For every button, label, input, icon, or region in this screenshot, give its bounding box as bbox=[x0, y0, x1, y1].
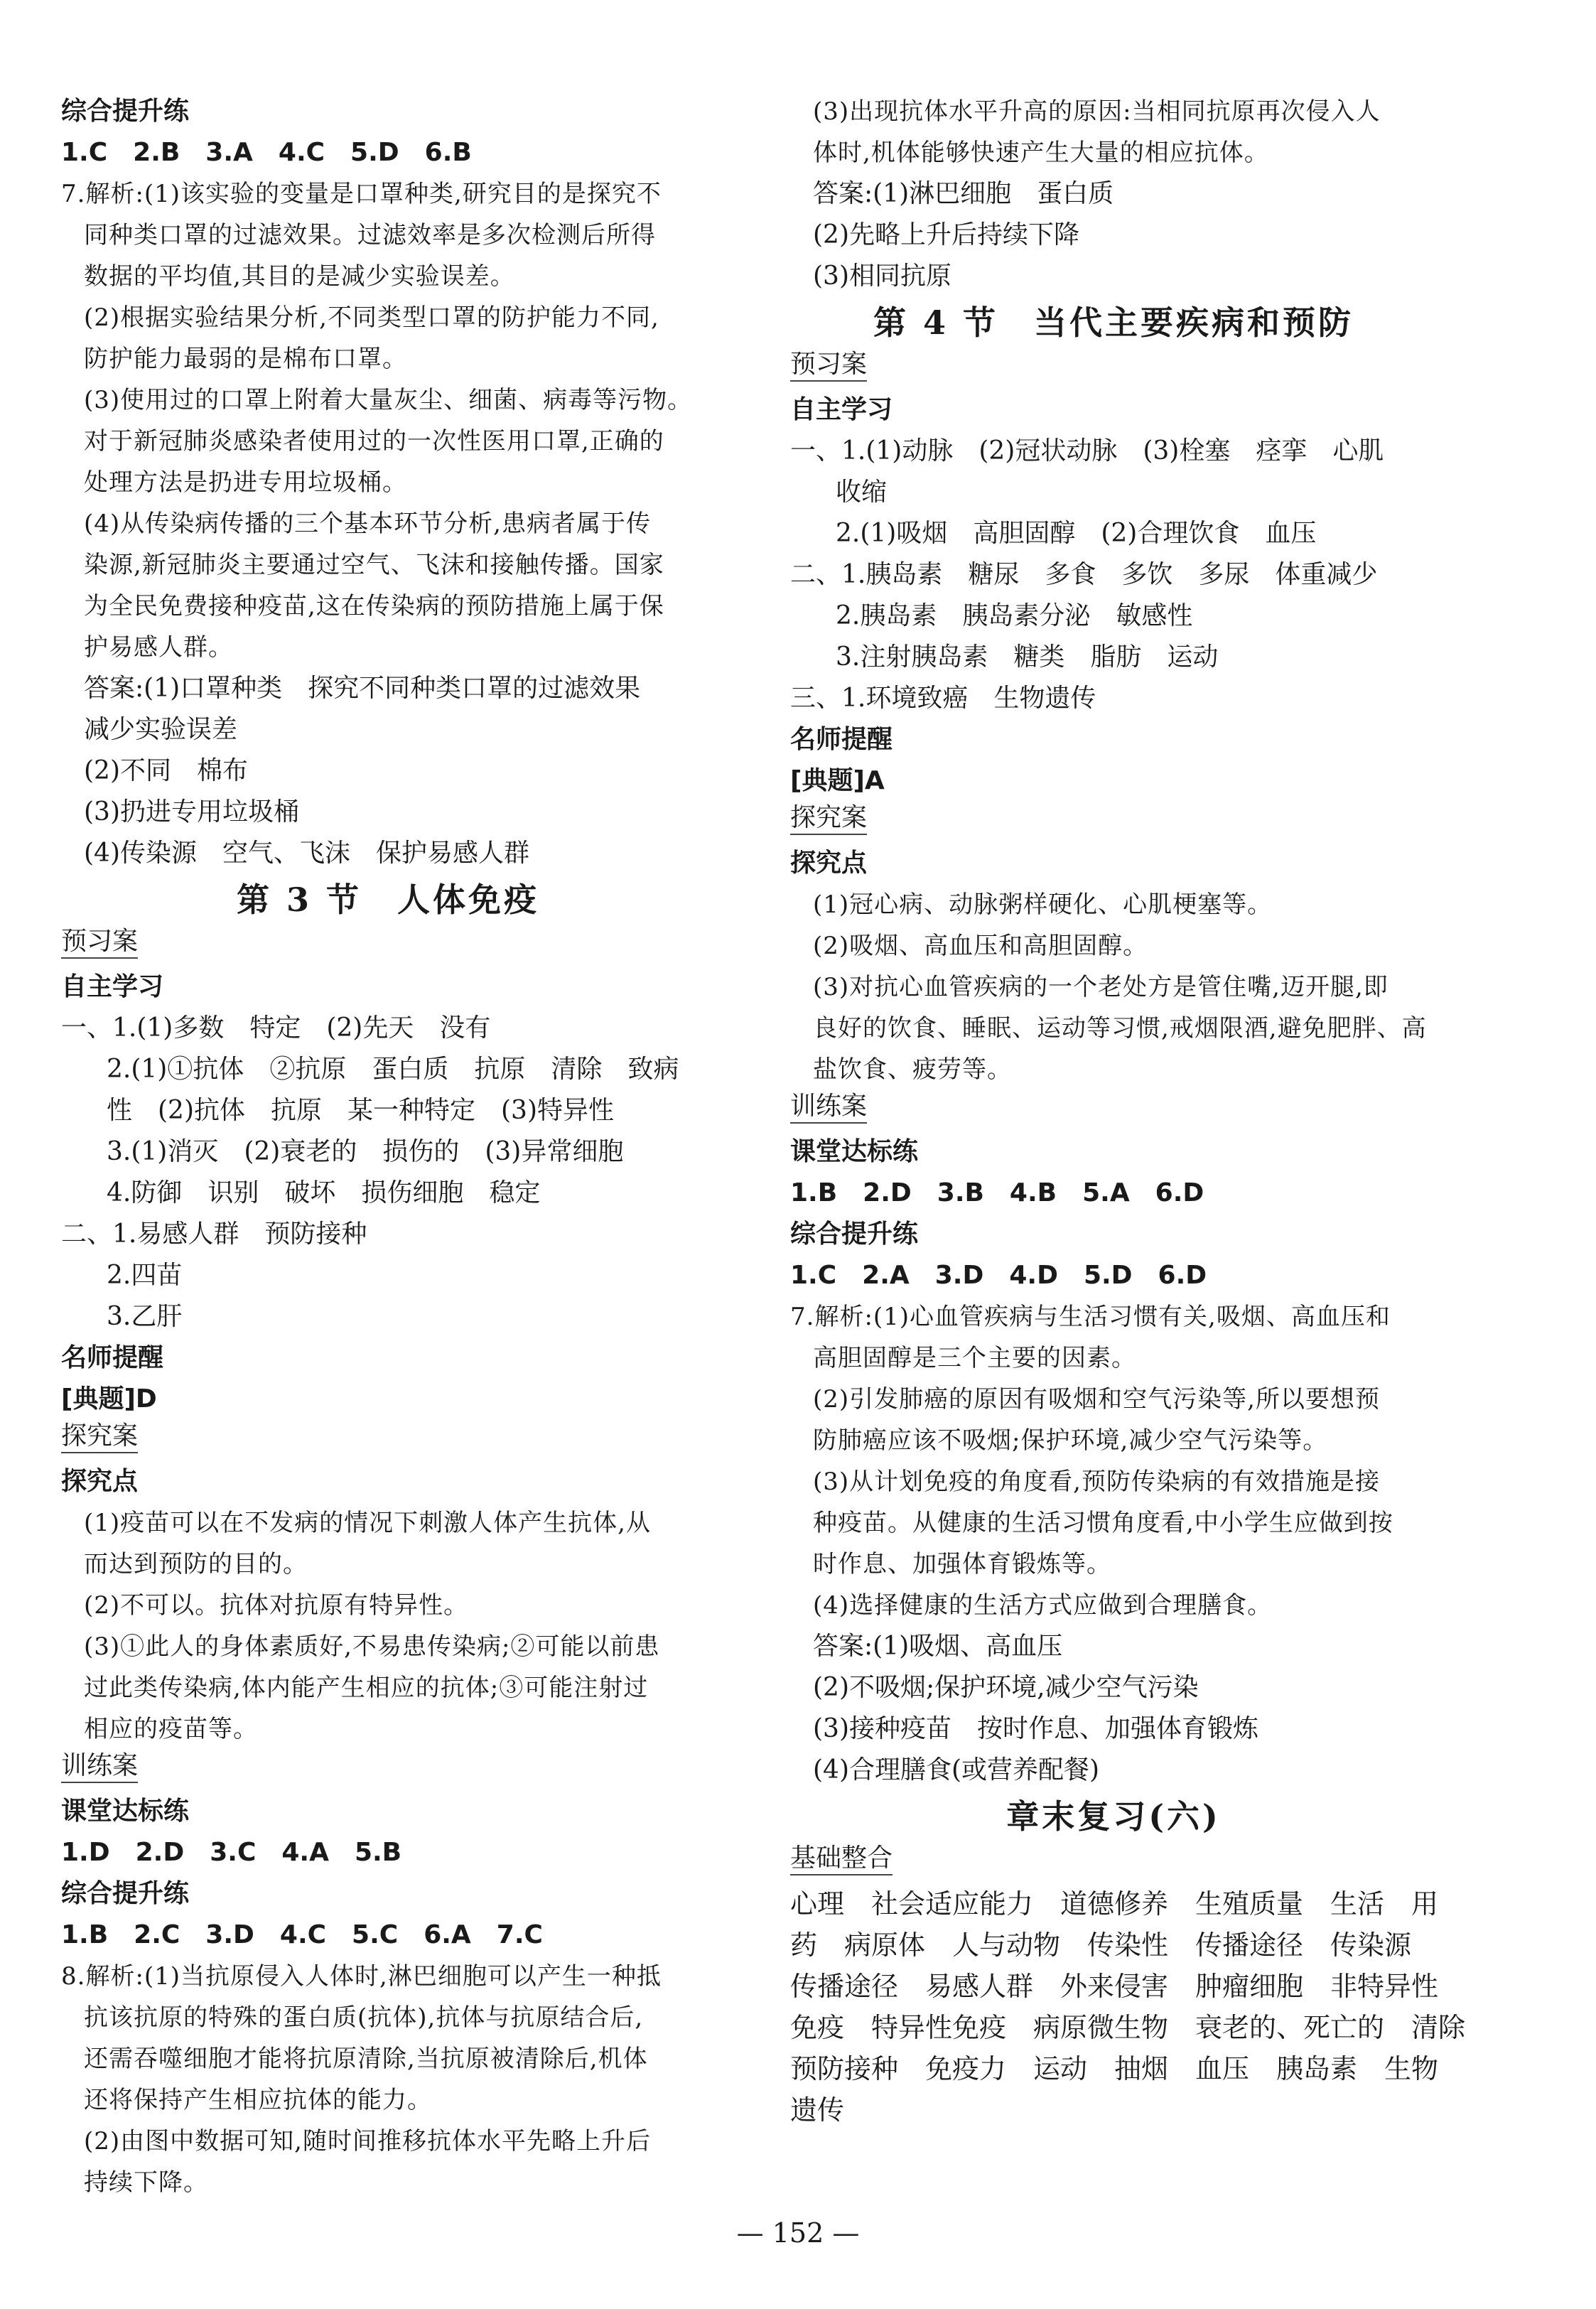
text-line: 同种类口罩的过滤效果。过滤效率是多次检测后所得 bbox=[84, 221, 656, 249]
keyword-line: 遗传 bbox=[790, 2094, 845, 2126]
heading-line: 1.B 2.D 3.B 4.B 5.A 6.D bbox=[790, 1178, 1204, 1207]
heading-line: 1.D 2.D 3.C 4.A 5.B bbox=[61, 1838, 402, 1867]
heading-line: 自主学习 bbox=[61, 972, 164, 1001]
text-line: 抗该抗原的特殊的蛋白质(抗体),抗体与抗原结合后, bbox=[84, 2003, 644, 2032]
text-line: 7.解析:(1)该实验的变量是口罩种类,研究目的是探究不 bbox=[61, 180, 662, 208]
text-line: (3)扔进专用垃圾桶 bbox=[84, 797, 299, 827]
text-line: 高胆固醇是三个主要的因素。 bbox=[813, 1344, 1136, 1372]
text-line: 数据的平均值,其目的是减少实验误差。 bbox=[84, 262, 515, 291]
text-line: 为全民免费接种疫苗,这在传染病的预防措施上属于保 bbox=[84, 592, 664, 620]
text-line: 相应的疫苗等。 bbox=[84, 1715, 258, 1743]
text-line: (3)①此人的身体素质好,不易患传染病;②可能以前患 bbox=[84, 1632, 660, 1661]
keyword-line: 药 病原体 人与动物 传染性 传播途径 传染源 bbox=[790, 1929, 1412, 1961]
section-title: 第 3 节 人体免疫 bbox=[236, 881, 540, 919]
text-line: (2)先略上升后持续下降 bbox=[813, 220, 1079, 249]
text-line: 对于新冠肺炎感染者使用过的一次性医用口罩,正确的 bbox=[84, 427, 664, 456]
heading-line: 1.C 2.A 3.D 4.D 5.D 6.D bbox=[790, 1261, 1207, 1290]
text-line: 染源,新冠肺炎主要通过空气、飞沫和接触传播。国家 bbox=[84, 551, 664, 579]
text-line: 一、1.(1)动脉 (2)冠状动脉 (3)栓塞 痉挛 心肌 bbox=[790, 436, 1384, 465]
text-line: 8.解析:(1)当抗原侵入人体时,淋巴细胞可以产生一种抵 bbox=[61, 1962, 662, 1991]
section-title: 第 4 节 当代主要疾病和预防 bbox=[873, 303, 1354, 342]
text-line: 3.注射胰岛素 糖类 脂肪 运动 bbox=[836, 642, 1219, 672]
section-tag-line bbox=[61, 1750, 715, 1791]
text-line: (2)由图中数据可知,随时间推移抗体水平先略上升后 bbox=[84, 2127, 651, 2155]
text-line: 而达到预防的目的。 bbox=[84, 1550, 308, 1578]
text-line: 盐饮食、疲劳等。 bbox=[813, 1055, 1012, 1084]
text-line: 体时,机体能够快速产生大量的相应抗体。 bbox=[813, 139, 1269, 167]
text-line: (3)使用过的口罩上附着大量灰尘、细菌、病毒等污物。 bbox=[84, 386, 693, 414]
text-line: 良好的饮食、睡眠、运动等习惯,戒烟限酒,避免肥胖、高 bbox=[813, 1014, 1427, 1043]
section-tag-line bbox=[790, 802, 1437, 843]
heading-line: 课堂达标练 bbox=[61, 1797, 190, 1826]
text-line: 2.四苗 bbox=[107, 1261, 183, 1290]
text-line: 时作息、加强体育锻炼等。 bbox=[813, 1550, 1111, 1578]
text-line: 3.(1)消灭 (2)衰老的 损伤的 (3)异常细胞 bbox=[107, 1137, 624, 1166]
section-tag: 预习案 bbox=[790, 349, 867, 382]
text-line: 答案:(1)吸烟、高血压 bbox=[813, 1632, 1063, 1661]
text-line: (4)合理膳食(或营养配餐) bbox=[813, 1755, 1100, 1785]
text-line: 种疫苗。从健康的生活习惯角度看,中小学生应做到按 bbox=[813, 1509, 1393, 1537]
text-line: 4.防御 识别 破坏 损伤细胞 稳定 bbox=[107, 1178, 541, 1207]
heading-line: [典题]D bbox=[61, 1384, 157, 1414]
text-line: 3.乙肝 bbox=[107, 1302, 183, 1331]
text-line: 三、1.环境致癌 生物遗传 bbox=[790, 684, 1096, 713]
text-line: 答案:(1)淋巴细胞 蛋白质 bbox=[813, 179, 1114, 208]
text-line: 持续下降。 bbox=[84, 2168, 208, 2197]
text-line: 2.(1)吸烟 高胆固醇 (2)合理饮食 血压 bbox=[836, 519, 1317, 548]
keyword-line: 传播途径 易感人群 外来侵害 肿瘤细胞 非特异性 bbox=[790, 1971, 1439, 2002]
text-line: 二、1.胰岛素 糖尿 多食 多饮 多尿 体重减少 bbox=[790, 560, 1378, 589]
text-line: 2.胰岛素 胰岛素分泌 敏感性 bbox=[836, 601, 1193, 630]
section-tag: 训练案 bbox=[790, 1091, 867, 1124]
section-tag: 预习案 bbox=[61, 926, 138, 959]
text-line: (2)不同 棉布 bbox=[84, 756, 248, 785]
heading-line: 1.C 2.B 3.A 4.C 5.D 6.B bbox=[61, 138, 472, 167]
text-line: (2)不吸烟;保护环境,减少空气污染 bbox=[813, 1673, 1199, 1702]
keyword-line: 心理 社会适应能力 道德修养 生殖质量 生活 用 bbox=[790, 1888, 1439, 1920]
text-line: (4)选择健康的生活方式应做到合理膳食。 bbox=[813, 1591, 1273, 1620]
text-line: (2)吸烟、高血压和高胆固醇。 bbox=[813, 932, 1148, 960]
text-line: 减少实验误差 bbox=[84, 715, 238, 744]
text-line: (2)不可以。抗体对抗原有特异性。 bbox=[84, 1591, 469, 1620]
text-line: 过此类传染病,体内能产生相应的抗体;③可能注射过 bbox=[84, 1674, 649, 1702]
heading-line: 名师提醒 bbox=[790, 725, 893, 754]
text-line: 防肺癌应该不吸烟;保护环境,减少空气污染等。 bbox=[813, 1426, 1328, 1455]
text-line: (3)相同抗原 bbox=[813, 262, 951, 291]
text-line: 答案:(1)口罩种类 探究不同种类口罩的过滤效果 bbox=[84, 674, 641, 703]
text-line: (2)根据实验结果分析,不同类型口罩的防护能力不同, bbox=[84, 303, 659, 332]
heading-line: 名师提醒 bbox=[61, 1343, 164, 1372]
text-line: 2.(1)①抗体 ②抗原 蛋白质 抗原 清除 致病 bbox=[107, 1055, 679, 1084]
text-line: (2)引发肺癌的原因有吸烟和空气污染等,所以要想预 bbox=[813, 1385, 1380, 1414]
heading-line: [典题]A bbox=[790, 766, 885, 795]
heading-line: 综合提升练 bbox=[790, 1220, 919, 1249]
section-tag-line bbox=[61, 1420, 715, 1461]
heading-line: 课堂达标练 bbox=[790, 1137, 919, 1166]
page-number: — 152 — bbox=[736, 2217, 860, 2249]
text-line: 一、1.(1)多数 特定 (2)先天 没有 bbox=[61, 1013, 491, 1043]
text-line: 收缩 bbox=[836, 478, 888, 507]
section-tag-line bbox=[790, 1090, 1437, 1131]
left-column bbox=[61, 91, 715, 2203]
section-tag-line bbox=[790, 348, 1437, 389]
heading-line: 1.B 2.C 3.D 4.C 5.C 6.A 7.C bbox=[61, 1920, 543, 1949]
section-tag: 基础整合 bbox=[790, 1843, 893, 1875]
text-line: (3)从计划免疫的角度看,预防传染病的有效措施是接 bbox=[813, 1468, 1380, 1496]
keyword-line: 免疫 特异性免疫 病原微生物 衰老的、死亡的 清除 bbox=[790, 2012, 1466, 2043]
text-line: 还将保持产生相应抗体的能力。 bbox=[84, 2086, 432, 2114]
text-line: (4)从传染病传播的三个基本环节分析,患病者属于传 bbox=[84, 510, 651, 538]
right-column bbox=[790, 91, 1466, 2131]
heading-line: 探究点 bbox=[790, 849, 868, 878]
section-tag: 探究案 bbox=[790, 802, 867, 835]
text-line: (3)对抗心血管疾病的一个老处方是管住嘴,迈开腿,即 bbox=[813, 973, 1389, 1001]
section-tag-line bbox=[61, 925, 715, 967]
keyword-line: 预防接种 免疫力 运动 抽烟 血压 胰岛素 生物 bbox=[790, 2053, 1439, 2084]
heading-line: 探究点 bbox=[61, 1467, 139, 1496]
text-line: 处理方法是扔进专用垃圾桶。 bbox=[84, 468, 407, 497]
section-tag-line bbox=[790, 1842, 1437, 1883]
text-line: (3)接种疫苗 按时作息、加强体育锻炼 bbox=[813, 1714, 1258, 1743]
section-title: 章末复习(六) bbox=[1006, 1797, 1221, 1836]
text-line: 二、1.易感人群 预防接种 bbox=[61, 1220, 367, 1249]
text-line: (4)传染源 空气、飞沫 保护易感人群 bbox=[84, 839, 529, 868]
heading-line: 综合提升练 bbox=[61, 1879, 190, 1908]
text-line: 性 (2)抗体 抗原 某一种特定 (3)特异性 bbox=[107, 1096, 614, 1125]
section-tag: 探究案 bbox=[61, 1421, 138, 1453]
text-line: (3)出现抗体水平升高的原因:当相同抗原再次侵入人 bbox=[813, 97, 1381, 126]
section-tag: 训练案 bbox=[61, 1750, 138, 1783]
text-line: (1)疫苗可以在不发病的情况下刺激人体产生抗体,从 bbox=[84, 1509, 651, 1537]
text-line: (1)冠心病、动脉粥样硬化、心肌梗塞等。 bbox=[813, 890, 1273, 919]
text-line: 护易感人群。 bbox=[84, 633, 233, 662]
heading-line: 自主学习 bbox=[790, 395, 893, 424]
heading-line: 综合提升练 bbox=[61, 97, 190, 126]
text-line: 防护能力最弱的是棉布口罩。 bbox=[84, 345, 407, 373]
text-line: 还需吞噬细胞才能将抗原清除,当抗原被清除后,机体 bbox=[84, 2045, 648, 2073]
text-line: 7.解析:(1)心血管疾病与生活习惯有关,吸烟、高血压和 bbox=[790, 1303, 1391, 1331]
